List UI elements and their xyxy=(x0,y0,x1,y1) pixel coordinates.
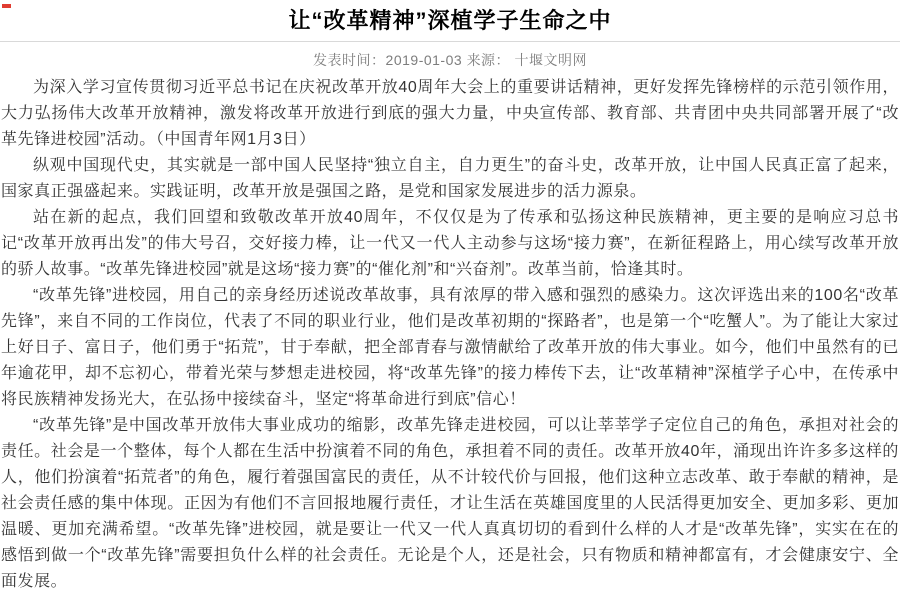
publish-time-value: 2019-01-03 xyxy=(385,52,463,68)
title-divider xyxy=(0,41,900,42)
publish-time-label: 发表时间： xyxy=(313,52,386,68)
article-paragraph: 为深入学习宣传贯彻习近平总书记在庆祝改革开放40周年大会上的重要讲话精神，更好发挥先锋榜样的示范引领作用，大力弘扬伟大改革开放精神，激发将改革开放进行到底的强大力量，中央宣传部、教育部、共青团中央共同部署开展了“改革先锋进校园”活动。（中国青年网1月3日） xyxy=(1,79,899,148)
article-paragraph: “改革先锋”进校园，用自己的亲身经历述说改革故事，具有浓厚的带入感和强烈的感染力。这次评选出来的100名“改革先锋”，来自不同的工作岗位，代表了不同的职业行业，他们是改革初期的“探路者”，也是第一个“吃蟹人”。为了能让大家过上好日子、富日子，他们勇于“拓荒”，甘于奉献，把全部青春与激情献给了改革开放的伟大事业。如今，他们中虽然有的已年逾花甲，却不忘初心，带着光荣与梦想走进校园，将“改革先锋”的接力棒传下去，让“改革精神”深植学子心中，在传承中将民族精神发扬光大，在弘扬中接续奋斗，坚定“将革命进行到底”信心！ xyxy=(1,287,899,408)
source-label: 来源： xyxy=(466,52,511,68)
article-paragraph: 纵观中国现代史，其实就是一部中国人民坚持“独立自主，自力更生”的奋斗史，改革开放，让中国人民真正富了起来，国家真正强盛起来。实践证明，改革开放是强国之路，是党和国家发展进步的活力源泉。 xyxy=(1,157,899,200)
article-paragraph: “改革先锋”是中国改革开放伟大事业成功的缩影，改革先锋走进校园，可以让莘莘学子定位自己的角色，承担对社会的责任。社会是一个整体，每个人都在生活中扮演着不同的角色，承担着不同的责任。改革开放40年，涌现出许许多多这样的人，他们扮演着“拓荒者”的角色，履行着强国富民的责任，从不计较代价与回报，他们这种立志改革、敢于奉献的精神，是社会责任感的集中体现。正因为有他们不言回报地履行责任，才让生活在英雄国度里的人民活得更加安全、更加多彩、更加温暖、更加充满希望。“改革先锋”进校园，就是要让一代又一代人真真切切的看到什么样的人才是“改革先锋”，实实在在的感悟到做一个“改革先锋”需要担负什么样的社会责任。无论是个人，还是社会，只有物质和精神都富有，才会健康安宁、全面发展。 xyxy=(1,417,899,590)
article-body xyxy=(0,75,900,595)
source-value: 十堰文明网 xyxy=(514,52,587,68)
page-title: 让“改革精神”深植学子生命之中 xyxy=(288,8,612,33)
red-artifact-mark xyxy=(2,4,11,8)
article-meta xyxy=(0,52,900,68)
article-paragraph: 站在新的起点，我们回望和致敬改革开放40周年，不仅仅是为了传承和弘扬这种民族精神，更主要的是响应习总书记“改革开放再出发”的伟大号召，交好接力棒，让一代又一代人主动参与这场“接力赛”，在新征程路上，用心续写改革开放的骄人故事。“改革先锋进校园”就是这场“接力赛”的“催化剂”和“兴奋剂”。改革当前，恰逢其时。 xyxy=(1,209,899,278)
